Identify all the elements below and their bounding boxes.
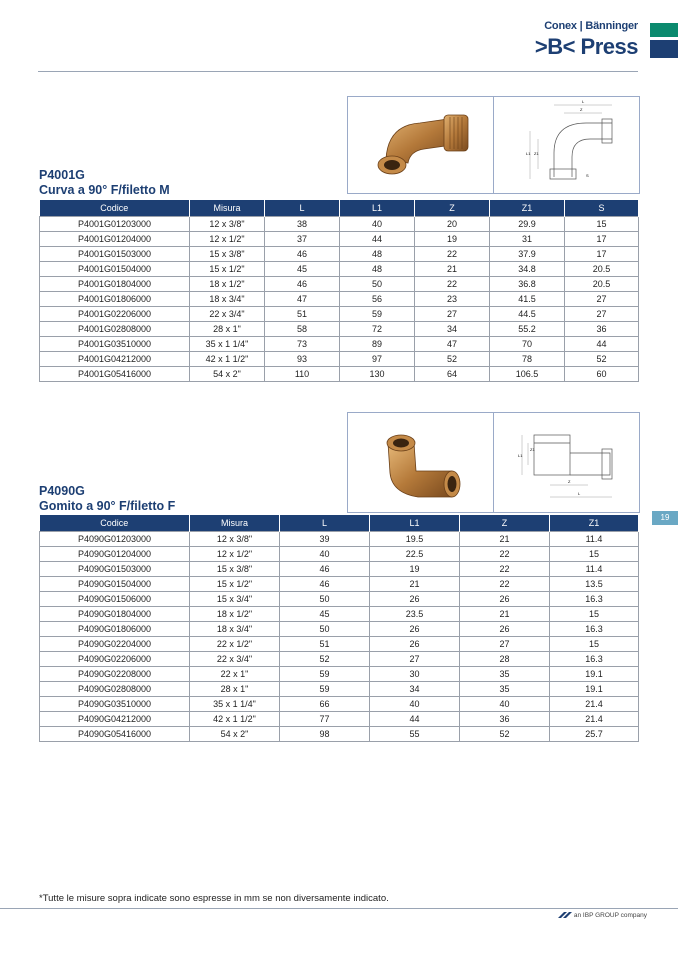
table-cell: 48 — [340, 262, 415, 277]
diagram2-label-z: Z — [568, 479, 571, 484]
table-cell: 20.5 — [565, 277, 639, 292]
table-cell: P4001G01503000 — [40, 247, 190, 262]
table-cell: 55.2 — [490, 322, 565, 337]
section1-title — [39, 168, 170, 198]
company-tagline — [558, 912, 647, 919]
table-row — [40, 277, 639, 292]
table-cell: 40 — [370, 697, 460, 712]
table-cell: 16.3 — [550, 652, 639, 667]
table-cell: 21 — [460, 607, 550, 622]
table-row — [40, 727, 639, 742]
column-header: Misura — [190, 515, 280, 532]
table-cell: 40 — [460, 697, 550, 712]
table-row — [40, 652, 639, 667]
table-cell: 22 — [460, 547, 550, 562]
table-cell: 93 — [265, 352, 340, 367]
table-cell: P4001G05416000 — [40, 367, 190, 382]
table-cell: 50 — [280, 622, 370, 637]
table-row — [40, 592, 639, 607]
table-cell: 51 — [280, 637, 370, 652]
table-cell: 59 — [340, 307, 415, 322]
spec-table-p4001g — [39, 200, 639, 382]
table-header-row — [40, 515, 639, 532]
table-cell: 78 — [490, 352, 565, 367]
table-cell: 130 — [340, 367, 415, 382]
table-cell: 11.4 — [550, 532, 639, 547]
table-cell: 18 x 1/2" — [190, 607, 280, 622]
diagram1-label-l1: L1 — [526, 151, 531, 156]
table-row — [40, 307, 639, 322]
table-cell: P4001G02206000 — [40, 307, 190, 322]
table-cell: 15 — [565, 217, 639, 232]
table-cell: 36.8 — [490, 277, 565, 292]
table-cell: 34.8 — [490, 262, 565, 277]
table-row — [40, 637, 639, 652]
table-cell: 27 — [460, 637, 550, 652]
table-cell: 21.4 — [550, 697, 639, 712]
table-row — [40, 562, 639, 577]
table-cell: 20 — [415, 217, 490, 232]
table-cell: 27 — [565, 292, 639, 307]
table-row — [40, 532, 639, 547]
table-cell: 22 x 1" — [190, 667, 280, 682]
table-cell: 56 — [340, 292, 415, 307]
column-header: Misura — [190, 200, 265, 217]
table-row — [40, 247, 639, 262]
table-cell: 22 x 3/4" — [190, 307, 265, 322]
column-header: L — [265, 200, 340, 217]
table-cell: 22 — [460, 562, 550, 577]
table-cell: 35 x 1 1/4" — [190, 697, 280, 712]
diagram2-label-l: L — [578, 491, 581, 496]
table-cell: 73 — [265, 337, 340, 352]
table-cell: 42 x 1 1/2" — [190, 352, 265, 367]
table-cell: 89 — [340, 337, 415, 352]
table-cell: 27 — [565, 307, 639, 322]
table-cell: 15 x 3/4" — [190, 592, 280, 607]
table-row — [40, 292, 639, 307]
table-cell: 38 — [265, 217, 340, 232]
section2-code: P4090G — [39, 484, 85, 498]
ibp-logo-icon — [558, 912, 572, 918]
product-photo-p4001g — [347, 96, 494, 194]
table-cell: 47 — [415, 337, 490, 352]
table-cell: P4001G03510000 — [40, 337, 190, 352]
table-cell: 21 — [370, 577, 460, 592]
table-cell: 15 x 1/2" — [190, 262, 265, 277]
table-cell: 66 — [280, 697, 370, 712]
table-row — [40, 337, 639, 352]
brand-square-blue — [650, 40, 678, 58]
table-cell: 44.5 — [490, 307, 565, 322]
table-cell: 54 x 2" — [190, 727, 280, 742]
table-cell: P4090G01203000 — [40, 532, 190, 547]
table-cell: 21 — [460, 532, 550, 547]
table-row — [40, 607, 639, 622]
product-photo-p4090g — [347, 412, 494, 513]
table-cell: 36 — [565, 322, 639, 337]
top-divider — [38, 71, 638, 72]
table-row — [40, 577, 639, 592]
table-cell: 17 — [565, 232, 639, 247]
column-header: L1 — [340, 200, 415, 217]
table-cell: 37.9 — [490, 247, 565, 262]
section1-code: P4001G — [39, 168, 85, 182]
table-cell: P4090G01503000 — [40, 562, 190, 577]
table-cell: 34 — [370, 682, 460, 697]
table-cell: 11.4 — [550, 562, 639, 577]
table-header-row — [40, 200, 639, 217]
table-cell: 41.5 — [490, 292, 565, 307]
column-header: S — [565, 200, 639, 217]
table-cell: 37 — [265, 232, 340, 247]
table-cell: 46 — [265, 277, 340, 292]
table-cell: 12 x 3/8" — [190, 532, 280, 547]
diagram1-label-z1: Z1 — [534, 151, 539, 156]
table-cell: 97 — [340, 352, 415, 367]
brand-square-green — [650, 23, 678, 37]
column-header: L — [280, 515, 370, 532]
table-row — [40, 217, 639, 232]
table-cell: P4090G01204000 — [40, 547, 190, 562]
company-text: an IBP GROUP company — [573, 912, 647, 919]
table-cell: 50 — [280, 592, 370, 607]
diagram1-label-l: L — [582, 99, 585, 104]
table-cell: 23.5 — [370, 607, 460, 622]
table-cell: 15 — [550, 637, 639, 652]
table-cell: 106.5 — [490, 367, 565, 382]
table-cell: P4090G01506000 — [40, 592, 190, 607]
table-cell: 22 — [415, 277, 490, 292]
table-cell: 46 — [280, 577, 370, 592]
table-cell: 15 x 3/8" — [190, 247, 265, 262]
table-cell: 25.7 — [550, 727, 639, 742]
table-cell: 50 — [340, 277, 415, 292]
table-cell: 64 — [415, 367, 490, 382]
brand-name: Conex | Bänninger — [544, 20, 638, 32]
table-cell: 15 x 3/8" — [190, 562, 280, 577]
table-cell: 19 — [415, 232, 490, 247]
table-cell: 77 — [280, 712, 370, 727]
table-cell: 28 x 1" — [190, 322, 265, 337]
table-cell: 28 x 1" — [190, 682, 280, 697]
table-cell: 98 — [280, 727, 370, 742]
column-header: L1 — [370, 515, 460, 532]
table-cell: 16.3 — [550, 622, 639, 637]
table-cell: 30 — [370, 667, 460, 682]
table-cell: 22 — [415, 247, 490, 262]
table-cell: 40 — [280, 547, 370, 562]
table-row — [40, 622, 639, 637]
diagram1-label-z: Z — [580, 107, 583, 112]
table-cell: 19.1 — [550, 682, 639, 697]
table-cell: 18 x 3/4" — [190, 622, 280, 637]
table-cell: 23 — [415, 292, 490, 307]
table-cell: 51 — [265, 307, 340, 322]
table-cell: 22 — [460, 577, 550, 592]
table-cell: 52 — [415, 352, 490, 367]
table-cell: 36 — [460, 712, 550, 727]
table-row — [40, 547, 639, 562]
table-cell: 35 x 1 1/4" — [190, 337, 265, 352]
footnote: *Tutte le misure sopra indicate sono espresse in mm se non diversamente indicato. — [39, 893, 389, 904]
table-cell: 39 — [280, 532, 370, 547]
table-cell: 26 — [370, 637, 460, 652]
column-header: Codice — [40, 200, 190, 217]
table-cell: 46 — [280, 562, 370, 577]
table-cell: P4090G02204000 — [40, 637, 190, 652]
table-cell: 12 x 3/8" — [190, 217, 265, 232]
table-cell: P4090G01504000 — [40, 577, 190, 592]
table-cell: 40 — [340, 217, 415, 232]
table-cell: 52 — [460, 727, 550, 742]
spec-table-p4090g — [39, 515, 639, 742]
table-cell: P4001G01203000 — [40, 217, 190, 232]
brand-logo — [535, 20, 638, 60]
table-cell: 17 — [565, 247, 639, 262]
section2-name: Gomito a 90° F/filetto F — [39, 499, 176, 513]
page-number: 19 — [652, 511, 678, 525]
table-cell: 72 — [340, 322, 415, 337]
table-cell: 35 — [460, 667, 550, 682]
table-cell: 58 — [265, 322, 340, 337]
table-row — [40, 697, 639, 712]
table-cell: 28 — [460, 652, 550, 667]
table-row — [40, 262, 639, 277]
table-cell: 12 x 1/2" — [190, 232, 265, 247]
table-cell: 45 — [280, 607, 370, 622]
table-cell: 27 — [370, 652, 460, 667]
table-cell: 22.5 — [370, 547, 460, 562]
table-cell: 44 — [340, 232, 415, 247]
diagram1-label-s: S — [586, 173, 589, 178]
table-cell: 60 — [565, 367, 639, 382]
dimension-diagram-p4090g — [493, 412, 640, 513]
table-cell: 15 — [550, 607, 639, 622]
table-cell: 15 x 1/2" — [190, 577, 280, 592]
table-cell: P4001G01204000 — [40, 232, 190, 247]
table-cell: 19.5 — [370, 532, 460, 547]
column-header: Z1 — [490, 200, 565, 217]
table-cell: 45 — [265, 262, 340, 277]
table-row — [40, 712, 639, 727]
table-cell: 35 — [460, 682, 550, 697]
column-header: Z — [460, 515, 550, 532]
table-cell: P4090G02208000 — [40, 667, 190, 682]
table-cell: P4001G01504000 — [40, 262, 190, 277]
table-cell: 20.5 — [565, 262, 639, 277]
section1-name: Curva a 90° F/filetto M — [39, 183, 170, 197]
table-cell: 59 — [280, 682, 370, 697]
table-cell: 70 — [490, 337, 565, 352]
table-cell: 26 — [460, 592, 550, 607]
table-row — [40, 232, 639, 247]
table-cell: 44 — [565, 337, 639, 352]
table-cell: 55 — [370, 727, 460, 742]
diagram2-label-l1: L1 — [518, 453, 523, 458]
table-cell: 26 — [370, 592, 460, 607]
table-cell: 15 — [550, 547, 639, 562]
table-cell: P4001G02808000 — [40, 322, 190, 337]
table-row — [40, 367, 639, 382]
table-cell: P4001G04212000 — [40, 352, 190, 367]
table-cell: 19 — [370, 562, 460, 577]
table-cell: P4090G05416000 — [40, 727, 190, 742]
table-cell: P4090G04212000 — [40, 712, 190, 727]
column-header: Z — [415, 200, 490, 217]
table-cell: P4001G01804000 — [40, 277, 190, 292]
table-cell: 26 — [460, 622, 550, 637]
table-cell: P4090G01806000 — [40, 622, 190, 637]
table-cell: 110 — [265, 367, 340, 382]
table-cell: 47 — [265, 292, 340, 307]
table-cell: 21 — [415, 262, 490, 277]
brand-product-line: >B< Press — [534, 34, 638, 59]
table-cell: 48 — [340, 247, 415, 262]
table-cell: 34 — [415, 322, 490, 337]
table-cell: P4090G02206000 — [40, 652, 190, 667]
section2-title — [39, 484, 175, 514]
table-cell: 46 — [265, 247, 340, 262]
table-cell: 22 x 3/4" — [190, 652, 280, 667]
table-cell: P4001G01806000 — [40, 292, 190, 307]
bottom-divider — [0, 908, 678, 909]
column-header: Z1 — [550, 515, 639, 532]
table-cell: 26 — [370, 622, 460, 637]
table-row — [40, 667, 639, 682]
table-cell: 52 — [565, 352, 639, 367]
table-cell: 18 x 1/2" — [190, 277, 265, 292]
table-cell: 42 x 1 1/2" — [190, 712, 280, 727]
table-cell: 12 x 1/2" — [190, 547, 280, 562]
table-cell: 29.9 — [490, 217, 565, 232]
table-cell: 54 x 2" — [190, 367, 265, 382]
table-cell: P4090G03510000 — [40, 697, 190, 712]
table-cell: 16.3 — [550, 592, 639, 607]
table-cell: 59 — [280, 667, 370, 682]
table-row — [40, 322, 639, 337]
table-cell: 27 — [415, 307, 490, 322]
table-cell: 18 x 3/4" — [190, 292, 265, 307]
table-cell: 52 — [280, 652, 370, 667]
table-row — [40, 682, 639, 697]
table-cell: 31 — [490, 232, 565, 247]
dimension-diagram-p4001g — [493, 96, 640, 194]
column-header: Codice — [40, 515, 190, 532]
table-cell: 44 — [370, 712, 460, 727]
table-cell: 13.5 — [550, 577, 639, 592]
table-cell: P4090G02808000 — [40, 682, 190, 697]
table-cell: P4090G01804000 — [40, 607, 190, 622]
diagram2-label-z1: Z1 — [530, 447, 535, 452]
table-cell: 22 x 1/2" — [190, 637, 280, 652]
table-cell: 21.4 — [550, 712, 639, 727]
table-cell: 19.1 — [550, 667, 639, 682]
table-row — [40, 352, 639, 367]
